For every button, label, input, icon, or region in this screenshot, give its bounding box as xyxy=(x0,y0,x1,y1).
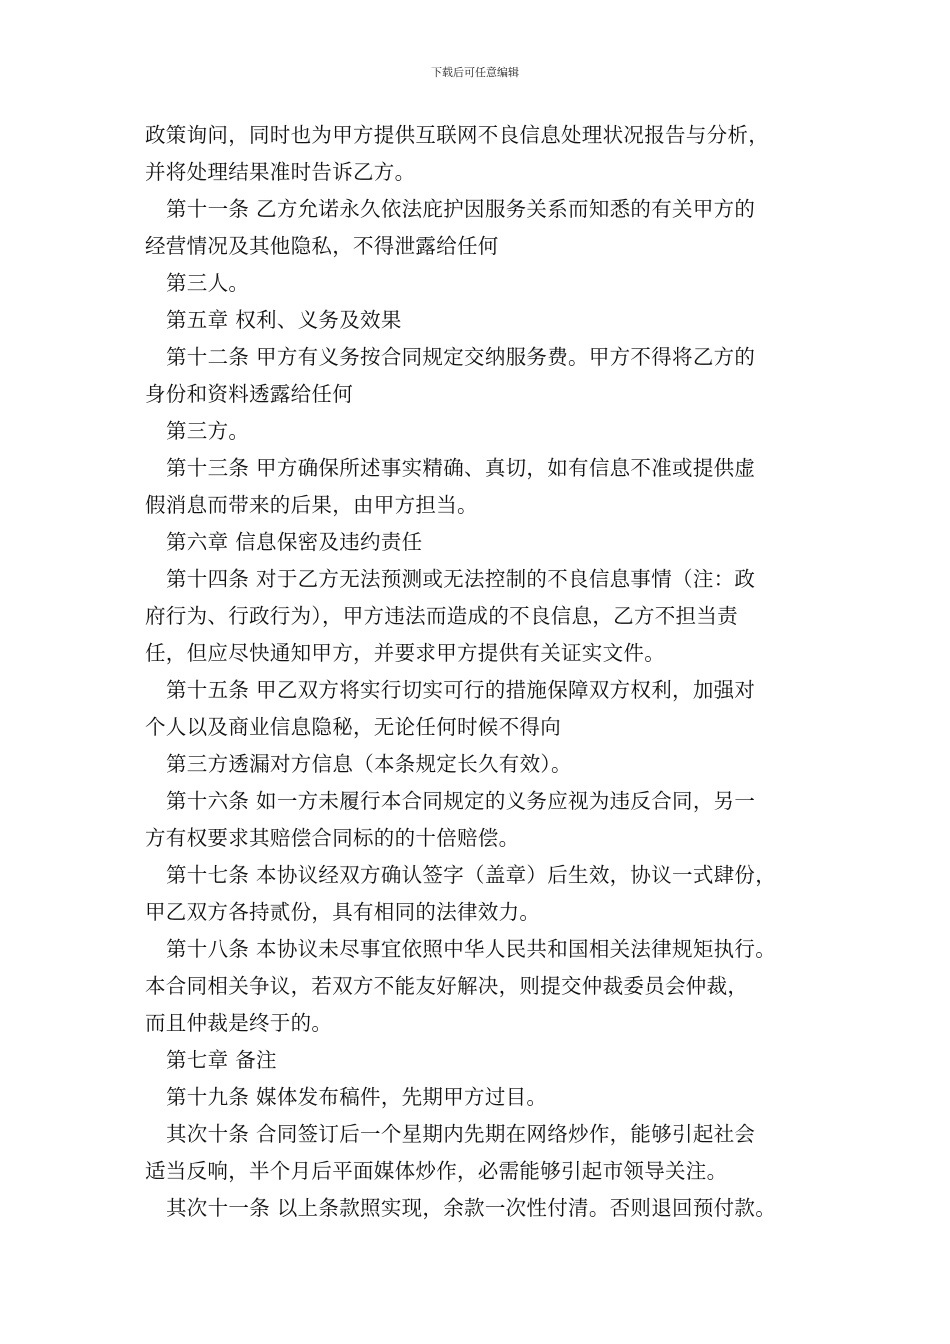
text-line: 本合同相关争议，若双方不能友好解决，则提交仲裁委员会仲裁， xyxy=(145,974,749,998)
text-line: 个人以及商业信息隐秘，无论任何时候不得向 xyxy=(145,715,561,739)
text-line: 政策询问，同时也为甲方提供互联网不良信息处理状况报告与分析， xyxy=(145,123,769,147)
page-header-note: 下载后可任意编辑 xyxy=(431,66,519,79)
text-line: 第十八条 本协议未尽事宜依照中华人民共和国相关法律规矩执行。 xyxy=(166,937,777,961)
text-line: 身份和资料透露给任何 xyxy=(145,382,353,406)
text-line: 第十二条 甲方有义务按合同规定交纳服务费。甲方不得将乙方的 xyxy=(166,345,756,369)
text-line: 第六章 信息保密及违约责任 xyxy=(166,530,423,554)
text-line: 第三方。 xyxy=(166,419,250,443)
text-line: 第十六条 如一方未履行本合同规定的义务应视为违反合同，另一 xyxy=(166,789,756,813)
text-line: 经营情况及其他隐私，不得泄露给任何 xyxy=(145,234,499,258)
text-line: 任，但应尽快通知甲方，并要求甲方提供有关证实文件。 xyxy=(145,641,665,665)
document-body xyxy=(145,117,825,1227)
text-line: 第三方透漏对方信息（本条规定长久有效）。 xyxy=(166,752,572,776)
text-line: 假消息而带来的后果，由甲方担当。 xyxy=(145,493,478,517)
text-line: 适当反响，半个月后平面媒体炒作，必需能够引起市领导关注。 xyxy=(145,1159,728,1183)
text-line: 第三人。 xyxy=(166,271,250,295)
text-line: 第十三条 甲方确保所述事实精确、真切，如有信息不准或提供虚 xyxy=(166,456,756,480)
text-line: 其次十条 合同签订后一个星期内先期在网络炒作，能够引起社会 xyxy=(166,1122,756,1146)
text-line: 第五章 权利、义务及效果 xyxy=(166,308,402,332)
text-line: 方有权要求其赔偿合同标的的十倍赔偿。 xyxy=(145,826,520,850)
text-line: 而且仲裁是终于的。 xyxy=(145,1011,333,1035)
text-line: 第十四条 对于乙方无法预测或无法控制的不良信息事情（注：政 xyxy=(166,567,756,591)
text-line: 第十九条 媒体发布稿件，先期甲方过目。 xyxy=(166,1085,548,1109)
text-line: 第十七条 本协议经双方确认签字（盖章）后生效，协议一式肆份， xyxy=(166,863,777,887)
text-line: 甲乙双方各持贰份，具有相同的法律效力。 xyxy=(145,900,541,924)
text-line: 并将处理结果准时告诉乙方。 xyxy=(145,160,416,184)
text-line: 第十一条 乙方允诺永久依法庇护因服务关系而知悉的有关甲方的 xyxy=(166,197,756,221)
text-line: 第七章 备注 xyxy=(166,1048,277,1072)
text-line: 第十五条 甲乙双方将实行切实可行的措施保障双方权利，加强对 xyxy=(166,678,756,702)
text-line: 其次十一条 以上条款照实现，余款一次性付清。否则退回预付款。 xyxy=(166,1196,777,1220)
text-line: 府行为、行政行为），甲方违法而造成的不良信息，乙方不担当责 xyxy=(145,604,738,628)
